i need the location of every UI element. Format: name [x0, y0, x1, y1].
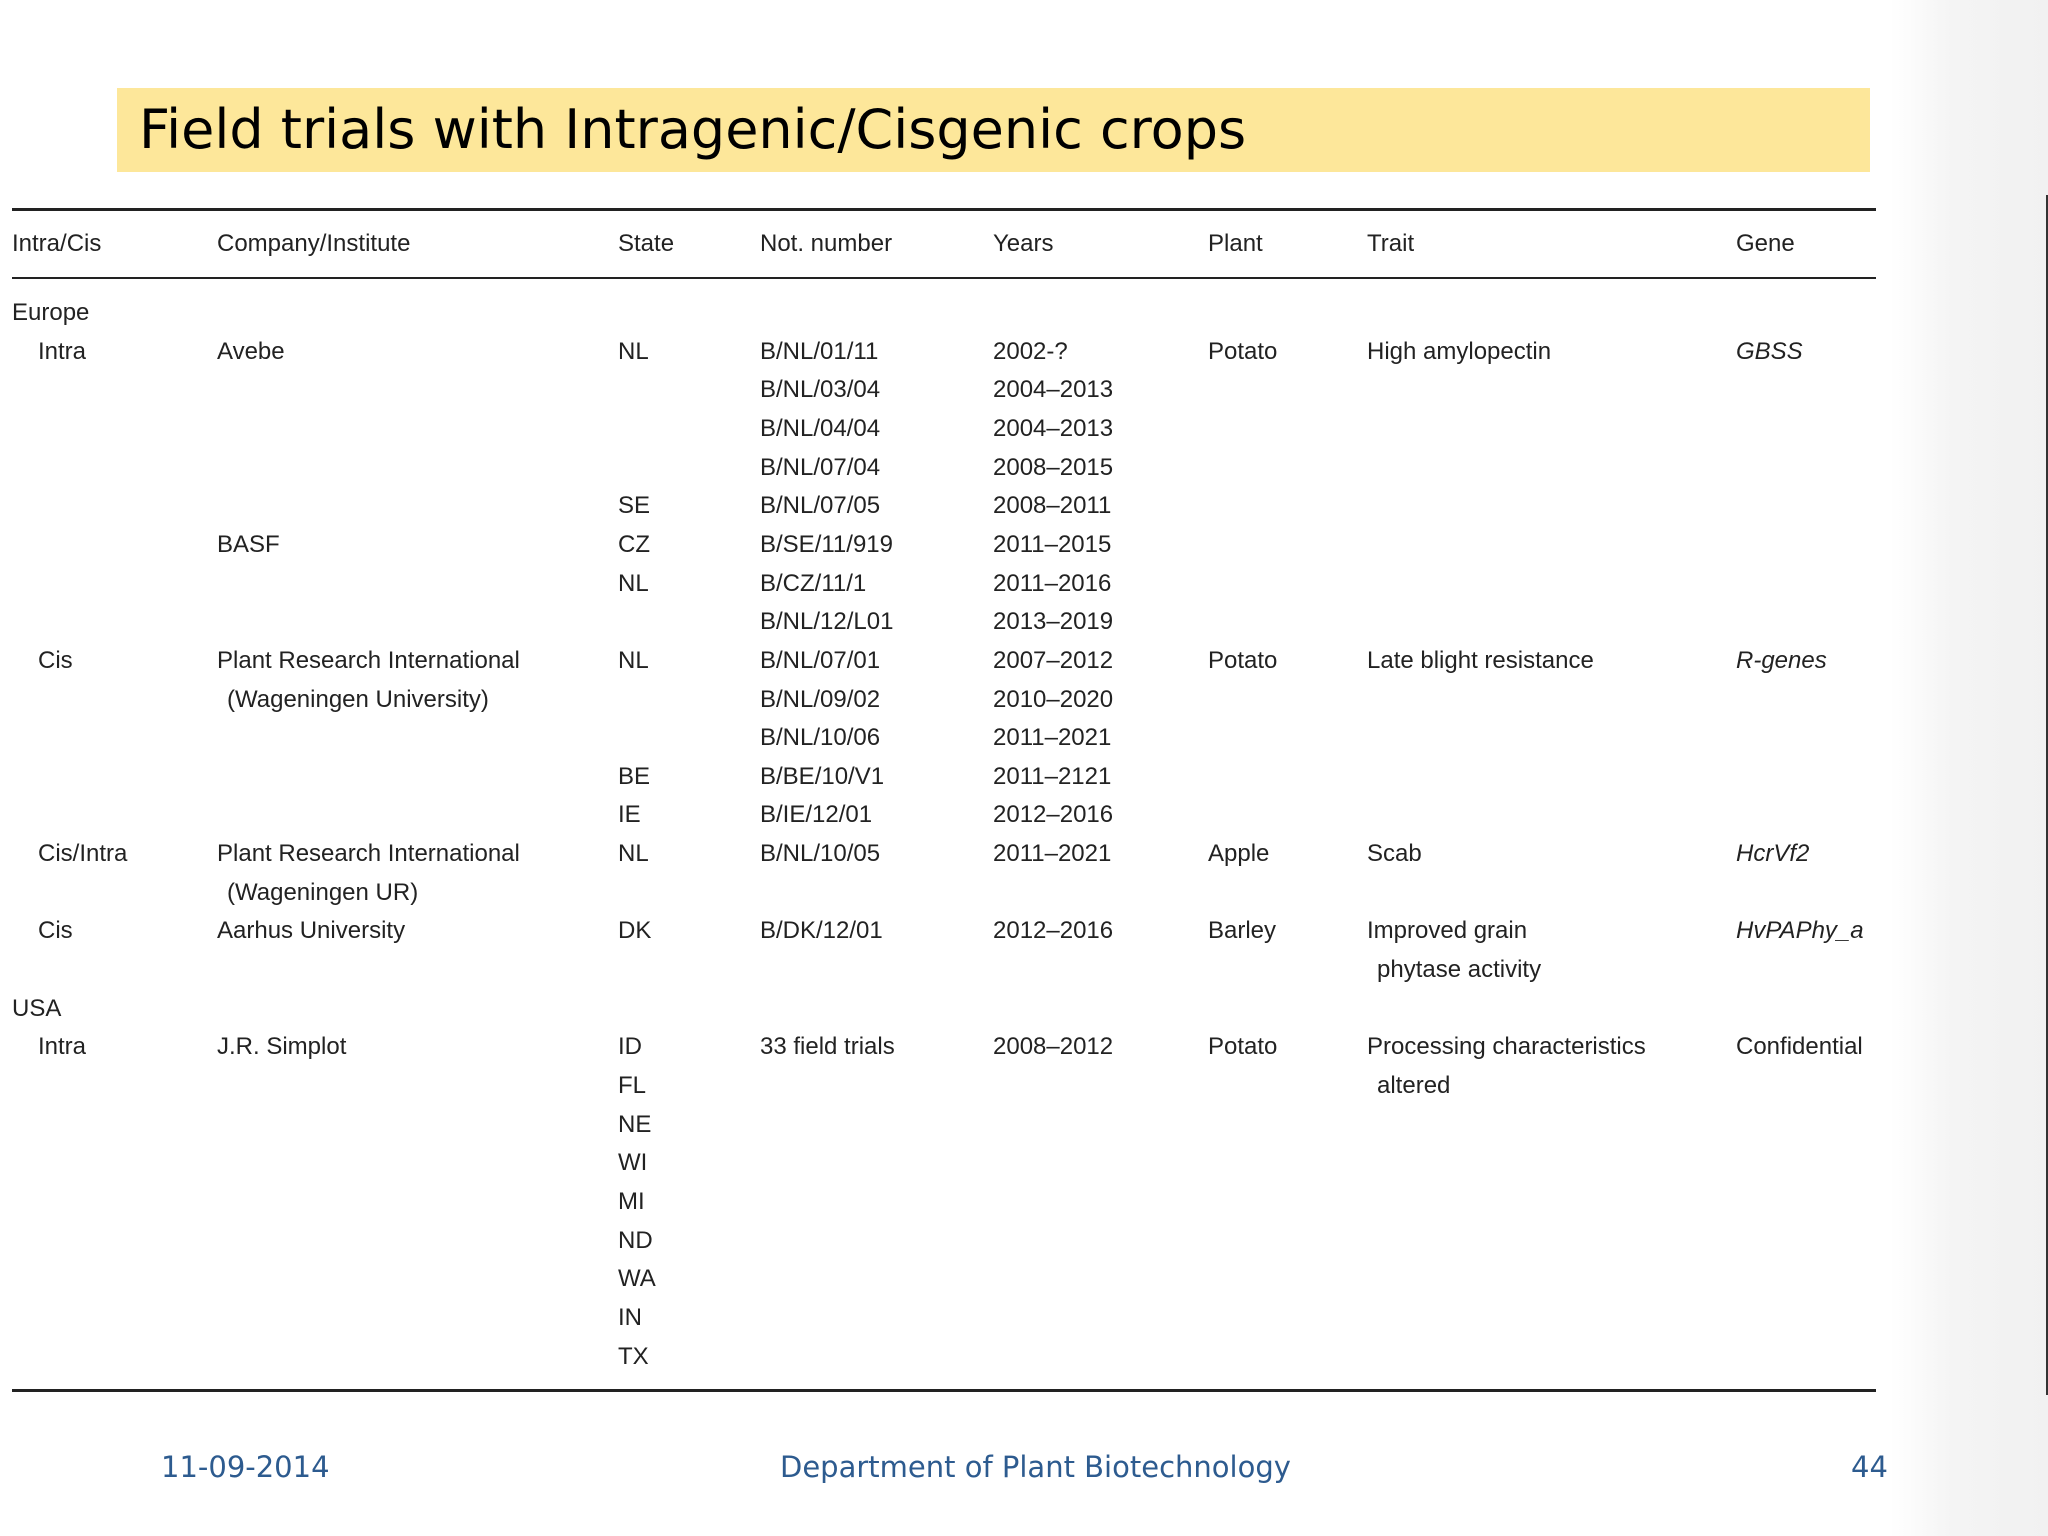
footer-department: Department of Plant Biotechnology	[780, 1450, 1291, 1484]
cell-years: 2004–2013	[993, 376, 1114, 404]
cell-state: MI	[618, 1187, 645, 1215]
cell-company: (Wageningen UR)	[227, 878, 419, 906]
cell-plant: Potato	[1208, 337, 1278, 365]
cell-not-number: B/SE/11/919	[760, 530, 893, 558]
cell-state: SE	[618, 492, 651, 520]
column-header-company: Company/Institute	[217, 230, 411, 257]
cell-plant: Potato	[1208, 646, 1278, 674]
cell-gene: HcrVf2	[1736, 840, 1810, 868]
cell-intra-cis: Intra	[38, 337, 87, 365]
cell-trait: phytase activity	[1377, 956, 1542, 984]
cell-years: 2011–2015	[993, 530, 1112, 558]
cell-company: Avebe	[217, 337, 285, 365]
table-header-rule	[12, 277, 1876, 279]
cell-not-number: B/NL/01/11	[760, 337, 879, 365]
cell-trait: Improved grain	[1367, 917, 1528, 945]
cell-state: FL	[618, 1072, 647, 1099]
table-bottom-rule	[12, 1389, 1876, 1392]
cell-state: IE	[618, 801, 641, 829]
cell-company: BASF	[217, 530, 280, 558]
column-header-not-number: Not. number	[760, 230, 893, 257]
cell-not-number: B/BE/10/V1	[760, 762, 885, 790]
cell-state: IN	[618, 1303, 642, 1331]
column-header-years: Years	[993, 230, 1054, 257]
cell-not-number: B/IE/12/01	[760, 801, 873, 829]
cell-trait: Scab	[1367, 840, 1422, 868]
cell-trait: High amylopectin	[1367, 337, 1552, 365]
column-header-plant: Plant	[1208, 230, 1263, 257]
cell-years: 2012–2016	[993, 801, 1114, 829]
cell-intra-cis: Intra	[38, 1033, 87, 1061]
cell-years: 2011–2021	[993, 724, 1112, 752]
cell-gene: R-genes	[1736, 646, 1827, 674]
slide-edge-shadow	[1890, 0, 2048, 1536]
cell-state: WA	[618, 1265, 656, 1293]
cell-state: NE	[618, 1110, 652, 1138]
cell-company: J.R. Simplot	[217, 1033, 347, 1061]
cell-years: 2011–2016	[993, 569, 1112, 597]
cell-years: 2012–2016	[993, 917, 1114, 945]
cell-gene: Confidential	[1736, 1033, 1863, 1061]
cell-trait: Processing characteristics	[1367, 1033, 1646, 1061]
cell-state: BE	[618, 762, 651, 790]
footer-date: 11-09-2014	[161, 1450, 330, 1484]
cell-not-number: B/NL/04/04	[760, 414, 881, 442]
cell-trait: Late blight resistance	[1367, 646, 1594, 674]
cell-gene: HvPAPhy_a	[1736, 917, 1864, 945]
cell-state: NL	[618, 646, 649, 674]
cell-state: ID	[618, 1033, 642, 1061]
cell-years: 2013–2019	[993, 608, 1114, 636]
cell-years: 2004–2013	[993, 414, 1114, 442]
cell-plant: Barley	[1208, 917, 1277, 945]
cell-company: Plant Research International	[217, 840, 520, 868]
cell-state: DK	[618, 917, 652, 945]
cell-not-number: B/NL/07/01	[760, 646, 881, 674]
cell-plant: Apple	[1208, 840, 1270, 868]
cell-not-number: B/NL/10/06	[760, 724, 881, 752]
cell-gene: GBSS	[1736, 337, 1803, 365]
cell-company: (Wageningen University)	[227, 685, 489, 713]
cell-state: NL	[618, 840, 649, 868]
cell-intra-cis: Cis	[38, 917, 73, 945]
page-number: 44	[1851, 1450, 1888, 1484]
cell-not-number: B/NL/10/05	[760, 840, 881, 868]
cell-state: TX	[618, 1342, 649, 1370]
cell-years: 2008–2011	[993, 492, 1112, 520]
cell-not-number: B/NL/12/L01	[760, 608, 894, 636]
cell-state: WI	[618, 1149, 648, 1177]
table-top-rule	[12, 208, 1876, 211]
cell-trait: altered	[1377, 1072, 1451, 1099]
cell-years: 2011–2121	[993, 762, 1112, 790]
cell-not-number: B/NL/03/04	[760, 376, 881, 404]
cell-intra-cis: Cis	[38, 646, 73, 674]
cell-years: 2007–2012	[993, 646, 1114, 674]
cell-not-number: B/NL/07/05	[760, 492, 881, 520]
cell-not-number: B/DK/12/01	[760, 917, 883, 945]
cell-state: CZ	[618, 530, 650, 558]
region-heading: USA	[12, 994, 62, 1022]
cell-years: 2010–2020	[993, 685, 1114, 713]
column-header-intra-cis: Intra/Cis	[12, 230, 102, 257]
cell-company: Aarhus University	[217, 917, 406, 945]
cell-years: 2002-?	[993, 337, 1068, 365]
cell-not-number: B/NL/09/02	[760, 685, 881, 713]
cell-years: 2008–2015	[993, 453, 1114, 481]
cell-intra-cis: Cis/Intra	[38, 840, 128, 868]
column-header-state: State	[618, 230, 675, 257]
cell-years: 2011–2021	[993, 840, 1112, 868]
cell-not-number: B/CZ/11/1	[760, 569, 867, 597]
cell-not-number: B/NL/07/04	[760, 453, 881, 481]
cell-company: Plant Research International	[217, 646, 520, 674]
title-banner	[117, 88, 1870, 172]
cell-plant: Potato	[1208, 1033, 1278, 1061]
cell-not-number: 33 field trials	[760, 1033, 895, 1061]
cell-years: 2008–2012	[993, 1033, 1114, 1061]
cell-state: NL	[618, 337, 649, 365]
region-heading: Europe	[12, 299, 90, 326]
cell-state: NL	[618, 569, 649, 597]
column-header-gene: Gene	[1736, 230, 1795, 257]
slide-title: Field trials with Intragenic/Cisgenic crops	[139, 98, 1247, 161]
column-header-trait: Trait	[1367, 230, 1415, 257]
cell-state: ND	[618, 1226, 653, 1254]
